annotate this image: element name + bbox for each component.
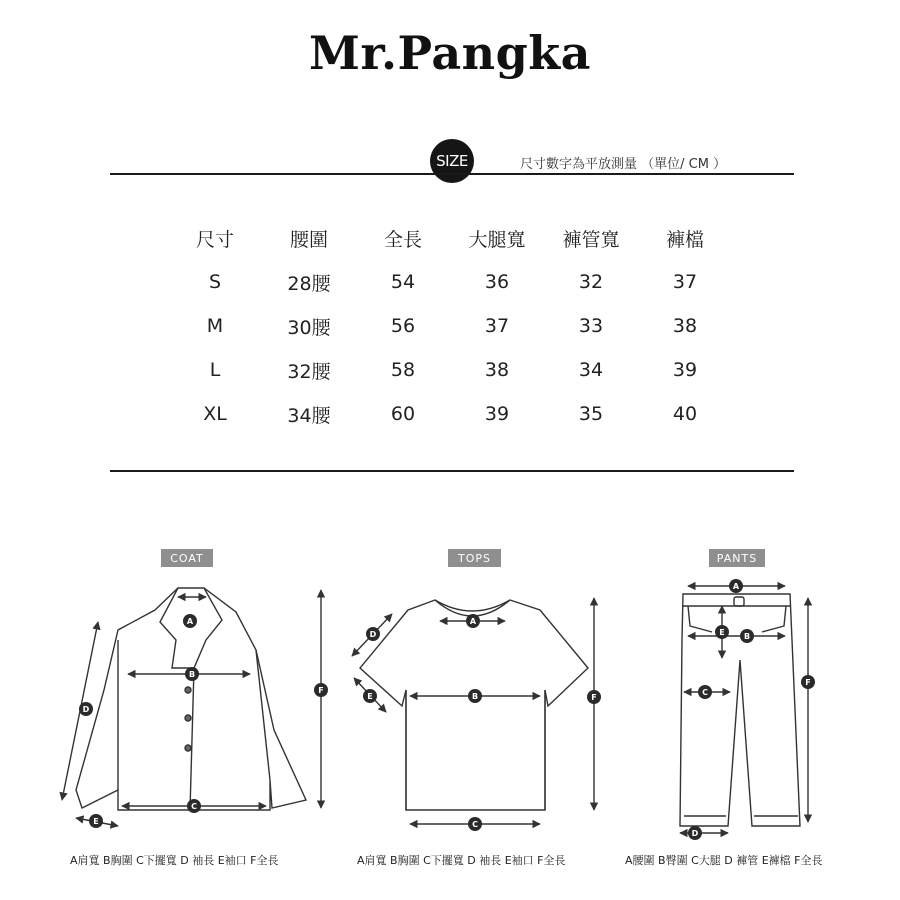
- table-cell: S: [208, 271, 222, 293]
- marker-c-icon: [468, 817, 482, 831]
- table-cell: 32: [578, 271, 604, 293]
- marker-c-icon: [698, 685, 712, 699]
- svg-text:C: C: [191, 802, 197, 811]
- header-thigh: 大腿寬: [468, 228, 526, 251]
- svg-text:A: A: [186, 617, 194, 626]
- svg-text:B: B: [188, 670, 196, 679]
- table-cell: 33: [578, 315, 604, 337]
- svg-text:B: B: [743, 632, 751, 641]
- table-cell: M: [206, 315, 224, 337]
- table-cell: 32腰: [287, 360, 331, 383]
- marker-a-icon: [183, 614, 197, 628]
- table-cell: 54: [390, 271, 416, 293]
- marker-a-icon: [729, 579, 743, 593]
- svg-text:B: B: [471, 692, 479, 701]
- svg-text:F: F: [591, 693, 597, 702]
- marker-e-icon: [89, 814, 103, 828]
- table-cell: 37: [484, 315, 510, 337]
- header-size: 尺寸: [195, 228, 234, 251]
- marker-b-icon: [185, 667, 199, 681]
- pants-label: PANTS: [709, 549, 765, 567]
- pants-legend: A腰圍 B臀圍 C大腿 D 褲管 E褲檔 F全長: [625, 854, 823, 867]
- table-cell: 35: [578, 403, 604, 425]
- svg-text:A: A: [469, 617, 477, 626]
- marker-c-icon: [187, 799, 201, 813]
- table-cell: 39: [484, 403, 510, 425]
- svg-text:D: D: [82, 705, 90, 714]
- svg-text:C: C: [702, 688, 708, 697]
- tops-label: TOPS: [448, 549, 501, 567]
- marker-b-icon: [740, 629, 754, 643]
- svg-text:E: E: [719, 628, 725, 637]
- size-badge: SIZE: [430, 139, 474, 183]
- table-cell: 38: [672, 315, 698, 337]
- svg-text:F: F: [805, 678, 811, 687]
- marker-a-icon: [466, 614, 480, 628]
- table-cell: 34腰: [287, 404, 331, 427]
- table-cell: 30腰: [287, 316, 331, 339]
- brand-logo: Mr.Pangka: [309, 26, 591, 80]
- header-waist: 腰圍: [289, 228, 328, 251]
- table-cell: 58: [390, 359, 416, 381]
- coat-lapel: [160, 588, 222, 668]
- header-length: 全長: [383, 228, 422, 251]
- table-cell: 37: [672, 271, 698, 293]
- svg-text:C: C: [472, 820, 478, 829]
- table-cell: 38: [484, 359, 510, 381]
- svg-text:F: F: [318, 686, 324, 695]
- header-leg-opening: 褲管寬: [562, 228, 620, 251]
- tops-markers: [363, 614, 601, 831]
- svg-text:D: D: [369, 630, 377, 639]
- pants-markers: [688, 579, 815, 840]
- tops-outline: [360, 600, 588, 810]
- marker-f-icon: [587, 690, 601, 704]
- svg-text:E: E: [93, 817, 99, 826]
- marker-e-icon: [715, 625, 729, 639]
- table-cell: 28腰: [287, 272, 331, 295]
- marker-f-icon: [314, 683, 328, 697]
- marker-b-icon: [468, 689, 482, 703]
- table-cell: L: [209, 359, 221, 381]
- size-note: 尺寸數字為平放測量 （單位/ CM ）: [520, 157, 727, 172]
- table-cell: 40: [672, 403, 698, 425]
- tops-diagram: [352, 598, 597, 824]
- table-cell: 56: [390, 315, 416, 337]
- marker-f-icon: [801, 675, 815, 689]
- svg-text:D: D: [691, 829, 699, 838]
- table-cell: XL: [203, 403, 227, 425]
- table-cell: 39: [672, 359, 698, 381]
- marker-e-icon: [363, 689, 377, 703]
- table-cell: 60: [390, 403, 416, 425]
- tops-legend: A肩寬 B胸圍 C下擺寬 D 袖長 E袖口 F全長: [357, 854, 566, 867]
- marker-d-icon: [366, 627, 380, 641]
- header-rise: 褲檔: [665, 228, 704, 251]
- marker-d-icon: [688, 826, 702, 840]
- table-cell: 36: [484, 271, 510, 293]
- svg-text:A: A: [732, 582, 740, 591]
- svg-text:E: E: [367, 692, 373, 701]
- table-cell: 34: [578, 359, 604, 381]
- coat-label: COAT: [161, 549, 213, 567]
- coat-legend: A肩寬 B胸圍 C下擺寬 D 袖長 E袖口 F全長: [70, 854, 279, 867]
- marker-d-icon: [79, 702, 93, 716]
- pants-diagram: [680, 586, 811, 833]
